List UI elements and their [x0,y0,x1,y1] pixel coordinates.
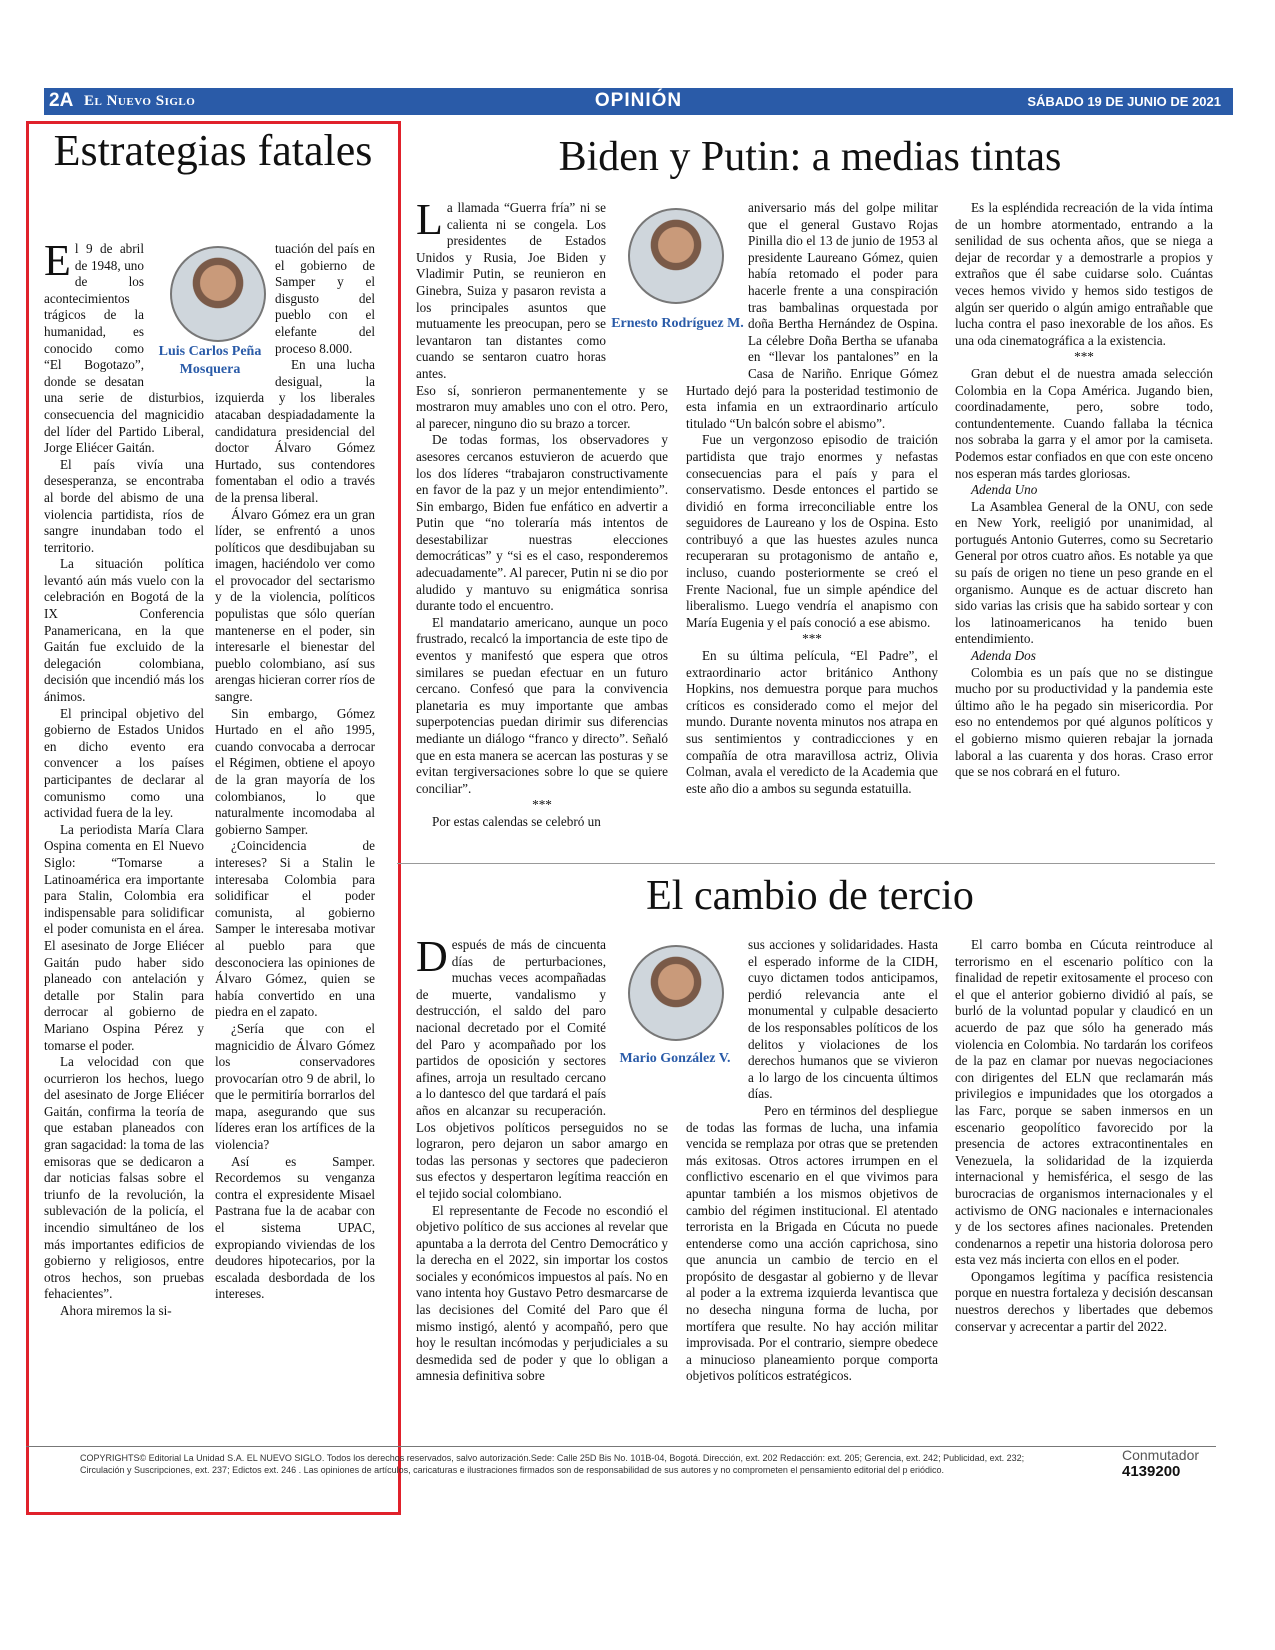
separator-stars: *** [532,797,552,813]
section-divider [397,863,1215,864]
copyright-footer [80,1452,1120,1476]
switchboard-number: 4139200 [1122,1463,1181,1480]
article2-paragraph: a llamada “Guerra fría” ni se calienta ni se congela. Los presidentes de Estados Unidos y Rusia, Joe Biden y Vladimir Putin, se reunieron en Ginebra, Suiza y pasaron revista a los principales asuntos que mutuamente les preocupan, pero se levantaron tan distantes como cuando se sentaron cuatro horas antes. [416,200,606,381]
author1-byline: Luis Carlos Peña Mosquera [158,344,262,377]
article2-paragraph: La Asamblea General de la ONU, con sede en New York, reeligió por unanimidad, al portugués Antonio Guterres, como su Secretario General por otros cuatro años. Es notable ya que su país de origen no tiene un peso grande en el organismo. Aunque es de actuar discreto han sido varias las crisis que ha sabido sortear y con los latinoamericanos ha tenido buen entendimiento. [955,498,1213,647]
article1-paragraph: Álvaro Gómez era un gran líder, se enfrentó a unos políticos que desdibujaban su imagen, haciéndolo ver como el provocador del sectarismo y de la violencia, políticos populistas que sólo querían mantenerse en el poder, sin interesarle el bienestar del pueblo colombiano, así sus arengas hicieran correr ríos de sangre. [215,506,375,705]
article1-paragraph: El país vivía una desesperanza, se encontraba al borde del abismo de una violencia partidista, ríos de sangre inundaban todo el territorio. [44,456,204,555]
article3-paragraph: espués de más de cincuenta días de perturbaciones, muchas veces acompañadas de muerte, vandalismo y destrucción, el saldo del paro nacional decretado por el Comité del Paro y acompañado por los partidos de oposición y sectores afines, arroja un resultado cercano a lo dantesco del que tardará el país años en alcanzar su recuperación. Los objetivos políticos perseguidos no se lograron, pero dejaron un sabor amargo en todas las personas y sectores que padecieron sus efectos y despertaron legítima reacción en el tejido social colombiano. [416,937,668,1201]
newspaper-name: El Nuevo Siglo [84,93,196,109]
article1-paragraph: En una lucha desigual, la izquierda y los liberales atacaban despiadadamente la candidatura presidencial del doctor Álvaro Gómez Hurtado, sus contendores fomentaban el odio a través de la prensa liberal. [215,357,375,505]
article3-paragraph: Pero en términos del despliegue de todas las formas de lucha, una infamia vencida se remplaza por otras que se pretenden más exitosas. Otros actores irrumpen en el conflictivo escenario en el que vivimos para apuntar también a los mismos objetivos de cambio del régimen institucional. El atentado terrorista en la Brigada en Cúcuta no puede entenderse como una acción caprichosa, sino que anuncia un cambio de tercio en el propósito de desgastar al gobierno y de llevar al poder a la extrema izquierda levantisca que no desecha ninguna forma de lucha, por mortífera que resulte. No hay acción militar improvisada. Por el contrario, siempre obedece a minucioso planeamiento porque comporta objetivos políticos estratégicos. [686,1102,938,1384]
article2-paragraph: Por estas calendas se celebró un [432,813,601,829]
article2-column-3 [955,200,1213,858]
article1-paragraph: La periodista María Clara Ospina comenta en El Nuevo Siglo: “Tomarse a Latinoamérica era importante para Stalin, Colombia era indispensable para solidificar el poder comunista en el área. El asesinato de Jorge Eliécer Gaitán pudo haber sido planeado con antelación y detalle por Stalin para derrocar al gobierno de Mariano Ospina Pérez y tomarse el poder. [44,821,204,1053]
article1-paragraph: El principal objetivo del gobierno de Estados Unidos en dicho evento era convencer a los países participantes de declarar al comunismo como una actividad fuera de la ley. [44,705,204,821]
article1-paragraph: tuación del país en el gobierno de Samper y el disgusto del pueblo con el elefante del proceso 8.000. [275,241,375,356]
article1-column-1: El 9 de abril de 1948, uno de los acontecimientos trágicos de la humanidad, es conocido como “El Bogotazo”, donde se desatan una serie de disturbios, consecuencia del magnicidio del líder del Partido Liberal, Jorge Eliécer Gaitán. El país vivía una desesperanza, se encontraba al borde del abismo de una violencia partidista, ríos de sangre inundaban todo el territorio. La situación política levantó aún más vuelo con la celebración en Bogotá de la IX Conferencia Panamericana, en la que Gaitán fue excluido de la delegación colombiana, decisión que incendió más los ánimos. El principal objetivo del gobierno de Estados Unidos en dicho evento era convencer a los países participantes de declarar al comunismo como una actividad fuera de la ley. La periodista María Clara Ospina comenta en El Nuevo Siglo: “Tomarse a Latinoamérica era importante para Stalin, Colombia era indispensable para solidificar el poder comunista en el área. El asesinato de Jorge Eliécer Gaitán pudo haber sido planeado con antelación y detalle por Stalin para derrocar al gobierno de Mariano Ospina Pérez y tomarse el poder. La velocidad con que ocurrieron los hechos, luego del asesinato de Jorge Eliécer Gaitán, confirma la teoría de que estaban planeados con gran sagacidad: la toma de las emisoras que se dedicaron a dar noticias falsas sobre el triunfo de la revolución, la sublevación de la policía, el incendio simultáneo de los más importantes edificios de gobierno y religiosos, entre otros hechos, son pruebas fehacientes”. Ahora miremos la si- [44,241,204,1318]
footer-divider [26,1446,1216,1447]
article2-paragraph: Es la espléndida recreación de la vida íntima de un hombre atormentado, entrando a la senilidad de sus ochenta años, que se niega a dejar de recordar y a demostrarle a propios y extraños que él sabe cuidarse solo. Cuántas veces hemos vivido y hemos sido testigos de algún ser querido o algún amigo entrañable que lucha contra el paso inexorable de los años. Es una oda cinematográfica a la existencia. [955,200,1213,348]
article3-column-3 [955,937,1213,1417]
article3-paragraph: Opongamos legítima y pacífica resistencia porque en nuestra fortaleza y decisión descansan nuestros derechos y libertades que debemos conservar y acrecentar a partir del 2022. [955,1268,1213,1334]
article2-paragraph: El mandatario americano, aunque un poco frustrado, recalcó la importancia de este tipo de eventos y manifestó que espera que otros similares se puedan efectuar en un futuro cercano. Confesó que para la convivencia planetaria es muy importante que ambas superpotencias puedan dirimir sus diferencias mediante un diálogo “franco y directo”. Señaló que en esta manera se acercan las posturas y se evitan tergiversaciones sobre lo que se quiere conciliar”. [416,614,668,796]
issue-date: SÁBADO 19 DE JUNIO DE 2021 [1027,94,1221,109]
article2-paragraph: De todas formas, los observadores y asesores cercanos estuvieron de acuerdo que los dos líderes “trabajaron constructivamente en favor de la paz y un mejor entendimiento”. Sin embargo, Biden fue enfático en advertir a Putin que “no toleraría más intentos de desestabilizar nuestras elecciones democráticas” y “si es el caso, responderemos adecuadamente”. Al parecer, Putin ni se dio por aludido y mantuvo su enigmática sonrisa durante todo el encuentro. [416,432,668,614]
separator-stars: *** [802,631,822,647]
article2-paragraph: Gran debut el de nuestra amada selección Colombia en la Copa América. Jugando bien, coordinadamente, pero, sobre todo, contundentemente. Cuando fallaba la técnica nos sobraba la garra y el amor por la camiseta. Podemos estar confiados en que con este onceno nos esperan más tardes gloriosas. [955,365,1213,481]
article3-paragraph: sus acciones y solidaridades. Hasta el esperado informe de la CIDH, cuyo dictamen todos anticipamos, perdió relevancia ante el monumental y culpable desacierto de los responsables políticos de los delitos y violaciones de los derechos humanos que se vivieron a lo largo de los cincuenta últimos días. [748,937,938,1102]
footer-line-2: Circulación y Suscripciones, ext. 237; Edictos ext. 246 . Las opiniones de artículos, caricaturas e ilustraciones firmados son de responsabilidad de sus autores y no comprometen el pensamiento editorial del p eriódico. [80,1465,944,1475]
footer-line-1: COPYRIGHTS© Editorial La Unidad S.A. EL NUEVO SIGLO. Todos los derechos reservados, salvo autorización.Sede: Calle 25D Bis No. 101B-04, Bogotá. Dirección, ext. 202 Redacción: ext. 205; Gerencia, ext. 242; Publicidad, ext. 232; [80,1453,1025,1463]
article1-paragraph: Así es Samper. Recordemos su venganza contra el expresidente Misael Pastrana fue la de acabar con el sistema UPAC, expropiando viviendas de los deudores hipotecarios, por la escalada desbordada de los intereses. [215,1153,375,1302]
article2-column-1: La llamada “Guerra fría” ni se calienta ni se congela. Los presidentes de Estados Unidos y Rusia, Joe Biden y Vladimir Putin, se reunieron en Ginebra, Suiza y pasaron revista a los principales asuntos que mutuamente les preocupan, pero se levantaron tan distantes como cuando se sentaron cuatro horas antes. Eso sí, sonrieron permanentemente y se mostraron muy amables uno con el otro. Pero, al parecer, ninguno dio su brazo a torcer. De todas formas, los observadores y asesores cercanos estuvieron de acuerdo que los dos líderes “trabajaron constructivamente en favor de la paz y un mejor entendimiento”. Sin embargo, Biden fue enfático en advertir a Putin que “no toleraría más intentos de desestabilizar nuestras elecciones democráticas” y “si es el caso, responderemos adecuadamente”. Al parecer, Putin ni se dio por aludido y mantuvo su enigmática sonrisa durante todo el encuentro. El mandatario americano, aunque un poco frustrado, recalcó la importancia de este tipo de eventos y manifestó que espera que otros similares se puedan efectuar en un futuro cercano. Confesó que para la convivencia planetaria es muy importante que ambas superpotencias puedan dirimir sus diferencias mediante un diálogo “franco y directo”. Señaló que en esta manera se acercan las posturas y se evitan tergiversaciones sobre lo que se quiere conciliar”. *** Por estas calendas se celebró un [416,200,668,829]
article2-column-2 [686,200,938,858]
article2-title: Biden y Putin: a medias tintas [558,134,1062,180]
article2-paragraph: Fue un vergonzoso episodio de traición partidista que trajo enormes y nefastas consecuencias para el país y para el conservatismo. Desde entonces el partido se dividió en forma irreconciliable entre los seguidores de Laureano y los de Ospina. Esto contribuyó a que las huestes azules nunca recuperaran su protagonismo de antaño e, incluso, cuando posteriormente se creó el Frente Nacional, fue un simple apéndice del liberalismo. Luego vendría el anapismo con María Eugenia y el país conoció a ese abismo. [686,432,938,630]
article1-paragraph: ¿Coincidencia de intereses? Si a Stalin le interesaba Colombia para solidificar el poder comunista, al gobierno Samper le interesaba motivar al pueblo para que desconociera las opiniones de Álvaro Gómez, quien se había convertido en una piedra en el zapato. [215,838,375,1020]
switchboard-label: Conmutador [1122,1447,1200,1463]
page-header-bar [44,88,1233,115]
article3-paragraph: El carro bomba en Cúcuta reintroduce al terrorismo en el escenario político con la finalidad de repetir exitosamente el proceso con el que el anterior gobierno dividió al país, se burló de la voluntad popular y claudicó en un acuerdo de paz que sólo ha generado más violencia en Colombia. No tardarán los corifeos de la paz en clamar por nuevas negociaciones con dirigentes del ELN que reclamarán más privilegios e impunidades que los otorgados a las Farc, porque se saben inmersos en un escenario geopolítico favorecido por la presencia de actores extracontinentales en Venezuela, la solidaridad de la izquierda internacional y hemisférica, el sesgo de las burocracias de organismos internacionales y el activismo de ONG nacionales e internacionales y de los sectores afines nacionales. Pretenden condenarnos a repetir una historia dolorosa pero esta vez más incierta con ellos en el poder. [955,937,1213,1268]
article2-paragraph: Colombia es un país que no se distingue mucho por su productividad y la pandemia este último año le ha pegado sin misericordia. Por eso no entendemos por qué algunos políticos y el gobierno mismo quieren rebajar la jornada laboral a las cuarenta y dos horas. Craso error que se nos cobrará en el futuro. [955,664,1213,780]
article2-paragraph: En su última película, “El Padre”, el extraordinario actor británico Anthony Hopkins, nos demuestra porque para muchos críticos es considerado como el mejor del mundo. Durante noventa minutos nos atrapa en sus sentimientos y contradicciones y en compañía de otra maravillosa actriz, Olivia Colman, avala el veredicto de la Academia que este año dio a ambos su segunda estatuilla. [686,648,938,796]
author3-byline: Mario González V. [619,1051,731,1066]
article3-title: El cambio de tercio [646,873,974,919]
article1-column-2 [215,241,375,1419]
article1-paragraph: Sin embargo, Gómez Hurtado en el año 1995, cuando convocaba a derrocar el Régimen, obtiene el apoyo de la gran mayoría de los colombianos, lo que naturalmente incomodaba al gobierno Samper. [215,705,375,837]
article2-paragraph: aniversario más del golpe militar que el general Gustavo Rojas Pinilla dio el 13 de junio de 1953 al presidente Laureano Gómez, quien había retomado el poder para hacerle frente a una conspiración tras bambalinas orquestada por doña Bertha Hernández de Ospina. La célebre Doña Bertha se ufanaba en “llevar los pantalones” en la Casa de Nariño. Enrique Gómez Hurtado dejó para la posteridad testimonio de esta infamia en un extraordinario artículo titulado “Un balcón sobre el abismo”. [686,200,938,431]
article1-title: Estrategias fatales [53,126,373,175]
article1-paragraph: ¿Sería que con el magnicidio de Álvaro Gómez los conservadores provocarían otro 9 de abril, lo que le permitiría borrarlos del mapa, asegurando que sus líderes eran los artífices de la violencia? [215,1020,375,1153]
addendum-heading: Adenda Dos [971,648,1036,664]
article3-column-1: Después de más de cincuenta días de perturbaciones, muchas veces acompañadas de muerte, vandalismo y destrucción, el saldo del paro nacional decretado por el Comité del Paro y acompañado por los partidos de oposición y sectores afines, arroja un resultado cercano a lo dantesco del que tardará el país años en alcanzar su recuperación. Los objetivos políticos perseguidos no se lograron, pero dejaron un sabor amargo en todas las personas y sectores que padecieron sus efectos y despertaron legítima reacción en el tejido social colombiano. El representante de Fecode no escondió el objetivo político de sus acciones al revelar que apuntaba a la derrota del Centro Democrático y la derecha en el 2022, sin importar los costos sociales y económicos impuestos al país. No en vano intenta hoy Gustavo Petro desmarcarse de las decisiones del Comité del Paro que él mismo instigó, alentó y acompañó, pero que hoy le resultan incómodas y perjudiciales a su desmedida sed de poder y que lo obligan a amnesia definitiva sobre [416,937,668,1384]
article1-paragraph: l 9 de abril de 1948, uno de los acontecimientos trágicos de la humanidad, es conocido como “El Bogotazo”, donde se desatan una serie de disturbios, consecuencia del magnicidio del líder del Partido Liberal, Jorge Eliécer Gaitán. [44,241,204,456]
article3-column-2 [686,937,938,1417]
article3-paragraph: El representante de Fecode no escondió el objetivo político de sus acciones al revelar que apuntaba a la derrota del Centro Democrático y la derecha en el 2022, sin importar los costos sociales y económicos impuestos al país. No en vano intenta hoy Gustavo Petro desmarcarse de las decisiones del Comité del Paro que él mismo instigó, alentó y acompañó, pero que hoy le resultan incómodas y perjudiciales a su desmedida sed de poder y que lo obligan a amnesia definitiva sobre [416,1202,668,1384]
article1-paragraph: La velocidad con que ocurrieron los hechos, luego del asesinato de Jorge Eliécer Gaitán, confirma la teoría de que estaban planeados con gran sagacidad: la toma de las emisoras que se dedicaron a dar noticias falsas sobre el triunfo de la revolución, la sublevación de la policía, el incendio simultáneo de los más importantes edificios de gobierno y religiosos, entre otros hechos, son pruebas fehacientes”. [44,1054,204,1302]
article1-paragraph: Ahora miremos la si- [60,1303,172,1318]
article1-paragraph: La situación política levantó aún más vuelo con la celebración en Bogotá de la IX Conferencia Panamericana, en la que Gaitán fue excluido de la delegación colombiana, decisión que incendió más los ánimos. [44,556,204,705]
article2-paragraph: Eso sí, sonrieron permanentemente y se mostraron muy amables uno con el otro. Pero, al parecer, ninguno dio su brazo a torcer. [416,382,668,431]
author2-byline: Ernesto Rodríguez M. [611,316,744,331]
addendum-heading: Adenda Uno [971,482,1038,498]
section-title: OPINIÓN [594,90,683,111]
page-number: 2A [49,90,74,111]
separator-stars: *** [1074,349,1094,365]
